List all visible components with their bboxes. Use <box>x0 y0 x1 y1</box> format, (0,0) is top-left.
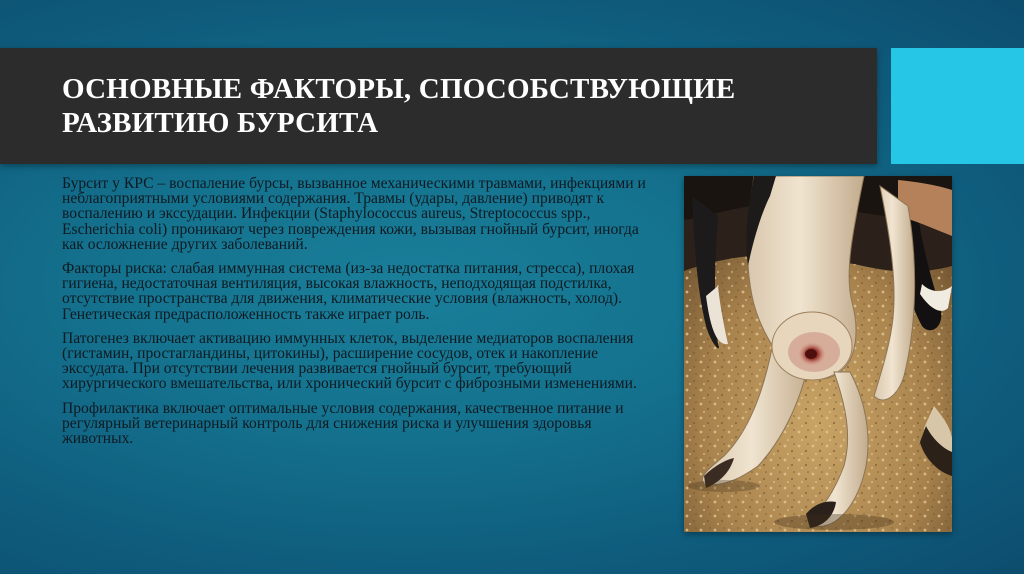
paragraph-causes: Бурсит у КРС – воспаление бурсы, вызванное механическими травмами, инфекциями и неблагоприятными условиями содержания. Травмы (удары, давление) приводят к воспалению и экссудации. Инфекции (Staphylococcus aureus, Streptococcus spp., Escherichia coli) проникают через повреждения кожи, вызывая гнойный бурсит, иногда как осложнение других заболеваний. <box>62 175 646 253</box>
accent-square <box>891 48 1024 164</box>
paragraph-prevention: Профилактика включает оптимальные условия содержания, качественное питание и регулярный ветеринарный контроль для снижения риска и улучшения здоровья животных. <box>62 399 624 448</box>
slide-title: ОСНОВНЫЕ ФАКТОРЫ, СПОСОБСТВУЮЩИЕ РАЗВИТИЮ БУРСИТА <box>62 73 736 139</box>
paragraph-risk-factors: Факторы риска: слабая иммунная система (из-за недостатка питания, стресса), плохая гигиена, недостаточная вентиляция, высокая влажность, неподходящая подстилка, отсутствие пространства для движения, климатические условия (влажность, холод). Генетическая предрасположенность также играет роль. <box>62 260 635 323</box>
paragraph-pathogenesis: Патогенез включает активацию иммунных клеток, выделение медиаторов воспаления (гистамин, простагландины, цитокины), расширение сосудов, отек и накопление экссудата. При отсутствии лечения развивается гнойный бурсит, требующий хирургического вмешательства, или хронический бурсит с фиброзными изменениями. <box>62 329 637 393</box>
title-bar <box>0 48 877 164</box>
cow-leg-photo <box>684 176 952 532</box>
slide-body <box>62 176 662 455</box>
cow-leg-illustration <box>684 176 952 532</box>
